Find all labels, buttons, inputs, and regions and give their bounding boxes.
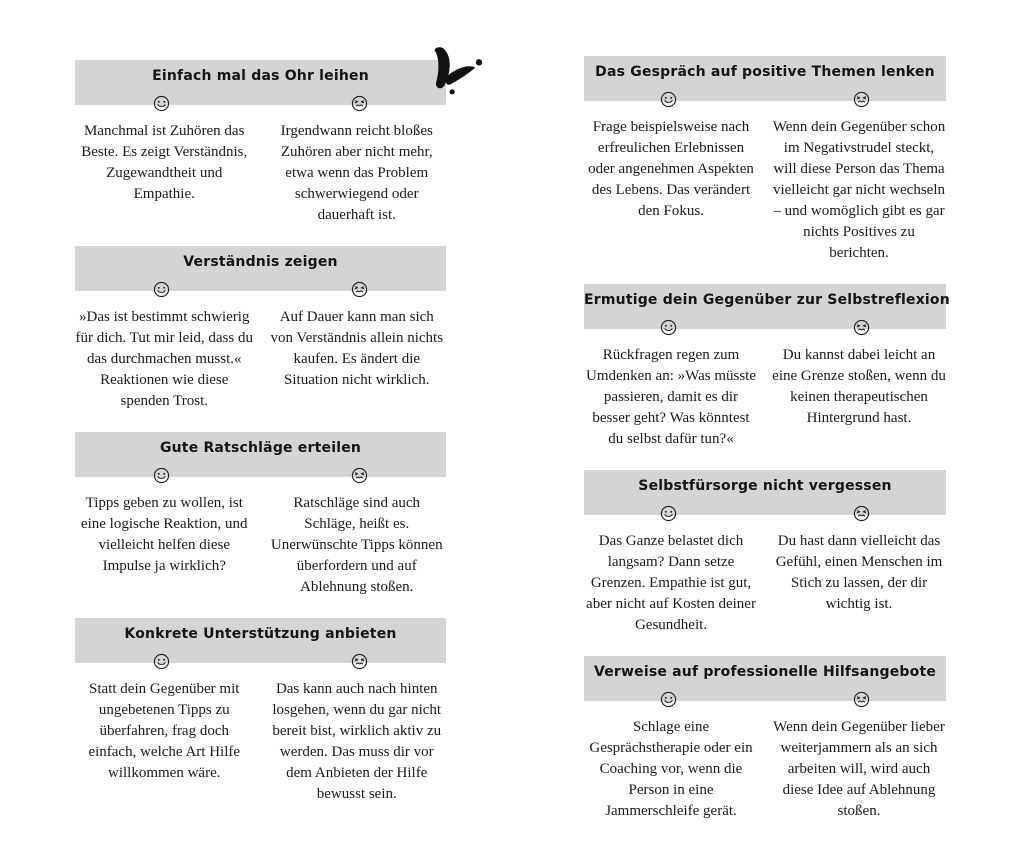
section-body [584, 515, 946, 636]
section-title: Selbstfürsorge nicht vergessen [638, 478, 892, 494]
pro-text: Tipps geben zu wollen, ist eine logische Reaktion, und vielleicht helfen diese Impulse ja wirklich? [80, 495, 248, 574]
section-title: Gute Ratschläge erteilen [159, 440, 362, 456]
section-body [75, 663, 446, 805]
section-title: Ermutige dein Gegenüber zur Selbstreflexion [584, 292, 950, 308]
pro-text: Schlage eine Gesprächstherapie oder ein Coaching vor, wenn die Person in eine Jammerschleife gerät. [589, 719, 753, 819]
ink-splash-icon [424, 46, 488, 112]
section-body [584, 329, 946, 450]
section-body [75, 291, 446, 412]
section-title: Verweise auf professionelle Hilfsangebote [593, 664, 937, 680]
advice-section [584, 470, 946, 636]
advice-section [75, 246, 446, 412]
pro-text: Manchmal ist Zuhören das Beste. Es zeigt Verständnis, Zugewandtheit und Empathie. [81, 123, 248, 202]
advice-section [584, 56, 946, 264]
pro-text: Rückfragen regen zum Umdenken an: »Was müsste passieren, damit es dir besser geht? Was könntest du selbst dafür tun?« [585, 347, 756, 447]
con-text: Das kann auch nach hinten losgehen, wenn du gar nicht bereit bist, wirklich aktiv zu werden. Das muss dir vor dem Anbieten der Hilfe bewusst sein. [272, 681, 442, 802]
pro-text: Frage beispielsweise nach erfreulichen Erlebnissen oder angenehmen Aspekten des Lebens. Das verändert den Fokus. [588, 119, 754, 219]
advice-section [584, 656, 946, 822]
con-text: Wenn dein Gegenüber lieber weiterjammern als an sich arbeiten will, wird auch diese Idee auf Ablehnung stoßen. [773, 719, 945, 819]
advice-section [584, 284, 950, 450]
left-page [75, 60, 446, 825]
section-body [75, 105, 446, 226]
section-header [75, 246, 446, 291]
section-header [75, 618, 446, 663]
section-body [584, 101, 946, 264]
con-text: Ratschläge sind auch Schläge, heißt es. Unerwünschte Tipps können überfordern und auf Ablehnung stoßen. [270, 495, 443, 595]
section-title: Das Gespräch auf positive Themen lenken [595, 64, 935, 80]
section-header [584, 470, 946, 515]
con-text: Irgendwann reicht bloßes Zuhören aber nicht mehr, etwa wenn das Problem schwerwiegend oder dauerhaft ist. [280, 123, 433, 223]
advice-section [75, 432, 446, 598]
pro-text: Das Ganze belastet dich langsam? Dann setze Grenzen. Empathie ist gut, aber nicht auf Kosten deiner Gesundheit. [586, 533, 756, 633]
section-title: Einfach mal das Ohr leihen [152, 68, 369, 84]
con-text: Auf Dauer kann man sich von Verständnis allein nichts kaufen. Es ändert die Situation nicht wirklich. [270, 309, 444, 388]
pro-text: »Das ist bestimmt schwierig für dich. Tut mir leid, dass du das durchmachen musst.« Reaktionen wie diese spenden Trost. [75, 309, 253, 409]
section-header [75, 432, 446, 477]
right-page [584, 56, 950, 842]
pro-text: Statt dein Gegenüber mit ungebetenen Tipps zu überfahren, frag doch einfach, welche Art Hilfe willkommen wäre. [88, 681, 241, 781]
section-header [584, 284, 950, 329]
con-text: Du hast dann vielleicht das Gefühl, einen Menschen im Stich zu lassen, der dir wichtig ist. [775, 533, 943, 612]
section-body [584, 701, 946, 822]
con-text: Wenn dein Gegenüber schon im Negativstrudel steckt, will diese Person das Thema vielleicht gar nicht wechseln – und womöglich gibt es gar nichts Positives zu berichten. [772, 119, 946, 261]
section-body [75, 477, 446, 598]
section-title: Verständnis zeigen [183, 254, 338, 270]
section-header [75, 60, 446, 105]
advice-section [75, 618, 446, 805]
section-title: Konkrete Unterstützung anbieten [124, 626, 397, 642]
section-header [584, 56, 946, 101]
con-text: Du kannst dabei leicht an eine Grenze stoßen, wenn du keinen therapeutischen Hintergrund hast. [772, 347, 946, 426]
section-header [584, 656, 946, 701]
advice-section [75, 60, 446, 226]
